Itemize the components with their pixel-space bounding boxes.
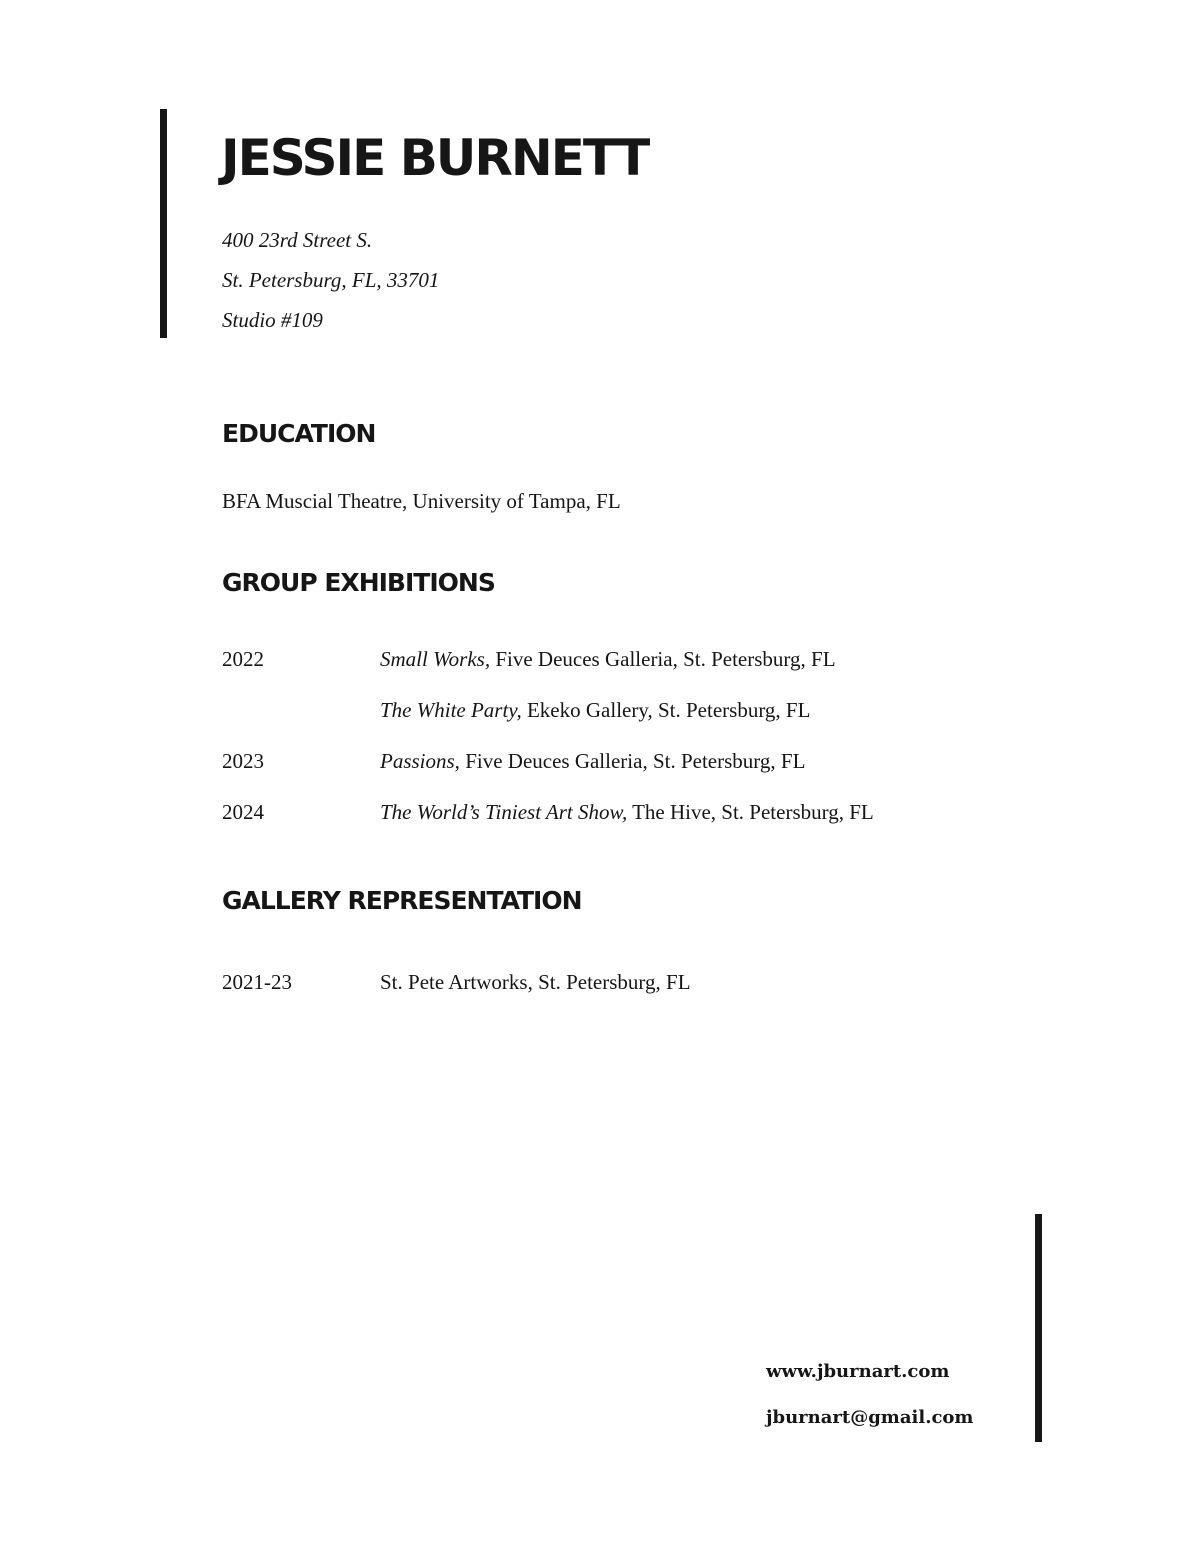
address-street: 400 23rd Street S.	[222, 228, 373, 252]
exhibition-detail	[380, 695, 810, 725]
exhibition-venue: Five Deuces Galleria, St. Petersburg, FL	[459, 749, 806, 773]
education-heading: EDUCATION	[222, 419, 376, 448]
exhibition-title: The White Party,	[380, 698, 522, 722]
representation-gallery: St. Pete Artworks, St. Petersburg, FL	[380, 970, 691, 994]
address-block	[222, 220, 439, 340]
exhibition-year: 2022	[222, 647, 264, 671]
exhibition-year: 2024	[222, 800, 264, 824]
accent-bar-top	[160, 109, 167, 338]
website-link[interactable]: www.jburnart.com	[766, 1361, 950, 1382]
representation-years: 2021-23	[222, 970, 292, 994]
exhibition-title: Passions,	[380, 749, 460, 773]
exhibition-venue: Five Deuces Galleria, St. Petersburg, FL	[490, 647, 836, 671]
group-exhibitions-heading: GROUP EXHIBITIONS	[222, 568, 495, 597]
exhibition-venue: Ekeko Gallery, St. Petersburg, FL	[521, 698, 811, 722]
email-link[interactable]: jburnart@gmail.com	[766, 1407, 974, 1428]
address-studio: Studio #109	[222, 308, 323, 332]
accent-bar-bottom	[1035, 1214, 1042, 1442]
artist-name: JESSIE BURNETT	[221, 129, 649, 187]
exhibition-detail	[380, 797, 874, 827]
exhibition-venue: The Hive, St. Petersburg, FL	[627, 800, 874, 824]
exhibition-detail	[380, 746, 805, 776]
address-city: St. Petersburg, FL, 33701	[222, 268, 440, 292]
education-item: BFA Muscial Theatre, University of Tampa, FL	[222, 489, 621, 513]
exhibition-title: The World’s Tiniest Art Show,	[380, 800, 628, 824]
exhibition-detail	[380, 644, 836, 674]
exhibition-year: 2023	[222, 749, 264, 773]
exhibition-title: Small Works,	[380, 647, 491, 671]
gallery-representation-heading: GALLERY REPRESENTATION	[222, 886, 582, 915]
